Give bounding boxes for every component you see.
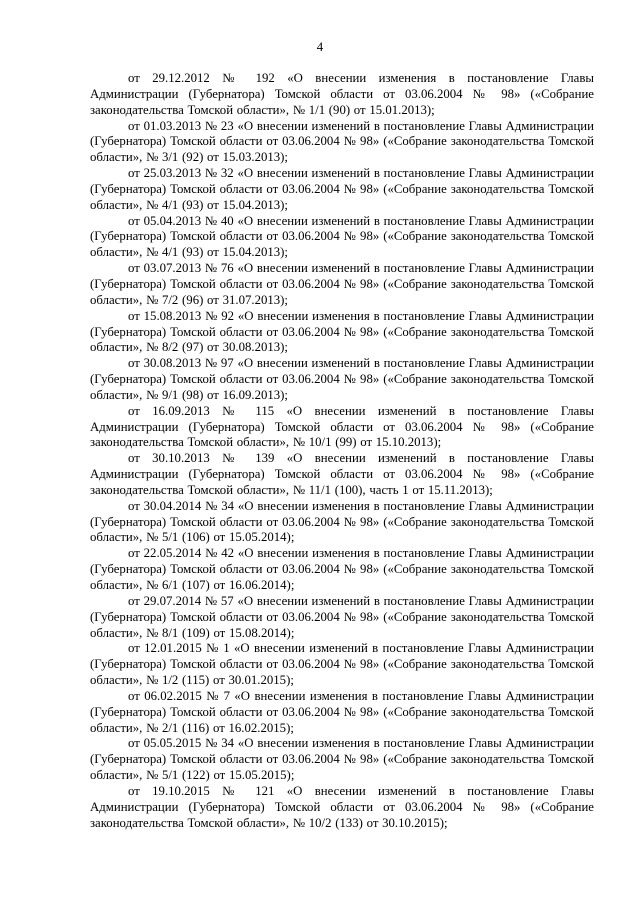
- amendment-item: от 01.03.2013 № 23 «О внесении изменений в постановление Главы Администрации (Губернатора) Томской области от 03.06.2004 № 98» («Собрание законодательства Томской области», № 3/1 (92) от 15.03.2013);: [90, 118, 594, 165]
- amendment-item: от 05.05.2015 № 34 «О внесении изменения в постановление Главы Администрации (Губернатора) Томской области от 03.06.2004 № 98» («Собрание законодательства Томской области», № 5/1 (122) от 15.05.2015);: [90, 736, 594, 783]
- amendments-list: [90, 71, 594, 832]
- amendment-item: от 05.04.2013 № 40 «О внесении изменений в постановление Главы Администрации (Губернатора) Томской области от 03.06.2004 № 98» («Собрание законодательства Томской области», № 4/1 (93) от 15.04.2013);: [90, 213, 594, 260]
- amendment-item: от 03.07.2013 № 76 «О внесении изменений в постановление Главы Администрации (Губернатора) Томской области от 03.06.2004 № 98» («Собрание законодательства Томской области», № 7/2 (96) от 31.07.2013);: [90, 261, 594, 307]
- amendment-item: от 30.10.2013 № 139 «О внесении изменений в постановление Главы Администрации (Губернатора) Томской области от 03.06.2004 № 98» («Собрание законодательства Томской области», № 11/1 (100), часть 1 от 15.11.2013);: [90, 451, 594, 497]
- amendment-item: от 19.10.2015 № 121 «О внесении изменений в постановление Главы Администрации (Губернатора) Томской области от 03.06.2004 № 98» («Собрание законодательства Томской области», № 10/2 (133) от 30.10.2015);: [90, 783, 594, 830]
- amendment-item: от 25.03.2013 № 32 «О внесении изменений в постановление Главы Администрации (Губернатора) Томской области от 03.06.2004 № 98» («Собрание законодательства Томской области», № 4/1 (93) от 15.04.2013);: [90, 166, 594, 212]
- amendment-item: от 06.02.2015 № 7 «О внесении изменения в постановление Главы Администрации (Губернатора) Томской области от 03.06.2004 № 98» («Собрание законодательства Томской области», № 2/1 (116) от 16.02.2015);: [90, 688, 594, 735]
- amendment-item: от 30.04.2014 № 34 «О внесении изменения в постановление Главы Администрации (Губернатора) Томской области от 03.06.2004 № 98» («Собрание законодательства Томской области», № 5/1 (106) от 15.05.2014);: [90, 498, 594, 545]
- amendment-item: от 15.08.2013 № 92 «О внесении изменения в постановление Главы Администрации (Губернатора) Томской области от 03.06.2004 № 98» («Собрание законодательства Томской области», № 8/2 (97) от 30.08.2013);: [90, 308, 594, 355]
- amendment-item: от 12.01.2015 № 1 «О внесении изменений в постановление Главы Администрации (Губернатора) Томской области от 03.06.2004 № 98» («Собрание законодательства Томской области», № 1/2 (115) от 30.01.2015);: [90, 641, 594, 688]
- amendment-item: от 29.12.2012 № 192 «О внесении изменения в постановление Главы Администрации (Губернатора) Томской области от 03.06.2004 № 98» («Собрание законодательства Томской области», № 1/1 (90) от 15.01.2013);: [90, 71, 594, 117]
- amendment-item: от 16.09.2013 № 115 «О внесении изменений в постановление Главы Администрации (Губернатора) Томской области от 03.06.2004 № 98» («Собрание законодательства Томской области», № 10/1 (99) от 15.10.2013);: [90, 403, 594, 450]
- page-number: 4: [316, 40, 324, 54]
- amendment-item: от 22.05.2014 № 42 «О внесении изменения в постановление Главы Администрации (Губернатора) Томской области от 03.06.2004 № 98» («Собрание законодательства Томской области», № 6/1 (107) от 16.06.2014);: [90, 546, 594, 592]
- amendment-item: от 30.08.2013 № 97 «О внесении изменений в постановление Главы Администрации (Губернатора) Томской области от 03.06.2004 № 98» («Собрание законодательства Томской области», № 9/1 (98) от 16.09.2013);: [90, 356, 594, 402]
- amendment-item: от 29.07.2014 № 57 «О внесении изменений в постановление Главы Администрации (Губернатора) Томской области от 03.06.2004 № 98» («Собрание законодательства Томской области», № 8/1 (109) от 15.08.2014);: [90, 593, 594, 640]
